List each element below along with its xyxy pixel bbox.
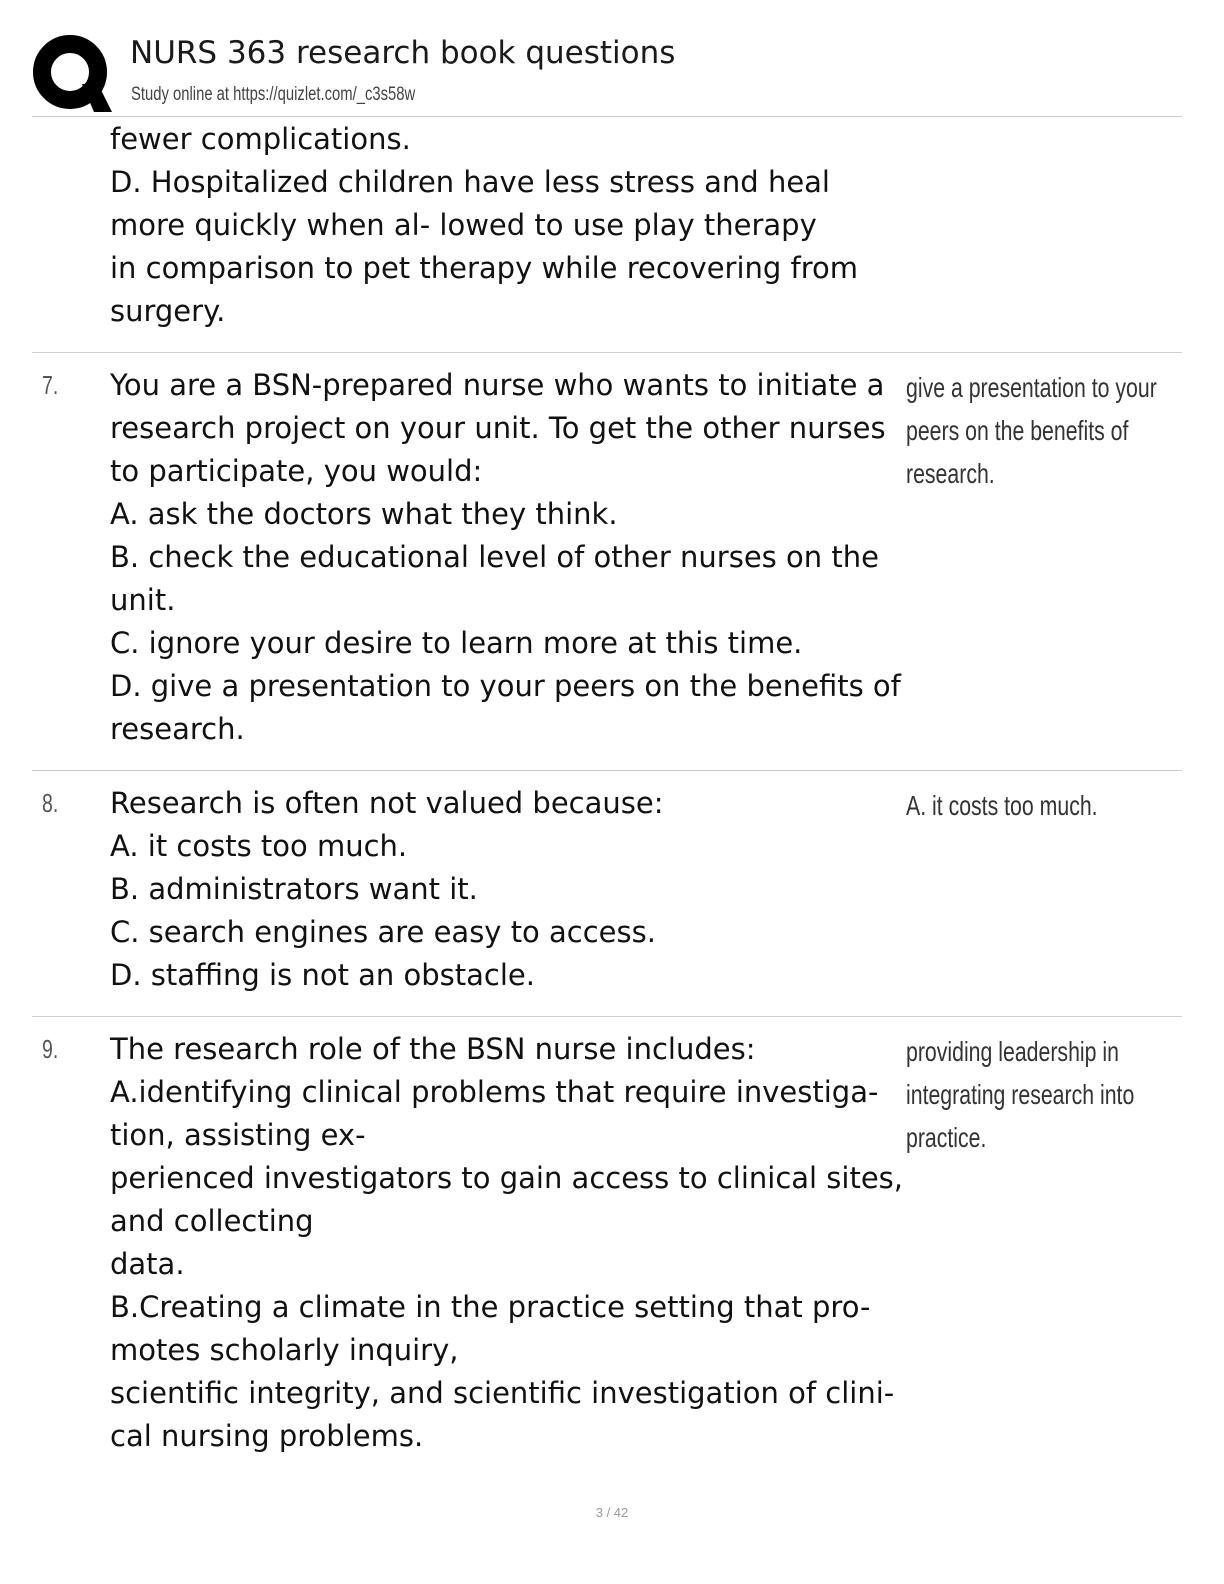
- question-text: [110, 782, 910, 997]
- question-8-card: [32, 782, 1182, 1012]
- answer-text: [906, 784, 1180, 827]
- text-line: C. ignore your desire to learn more at this time.: [110, 626, 803, 660]
- text-line: in comparison to pet therapy while recovering from: [110, 251, 859, 285]
- text-line: surgery.: [110, 294, 226, 328]
- answer-line: research.: [906, 458, 995, 489]
- text-line: A.identifying clinical problems that require investiga-: [110, 1075, 879, 1109]
- question-9-card: [32, 1028, 1182, 1468]
- question-number: 8.: [42, 788, 59, 818]
- text-line: B. administrators want it.: [110, 872, 478, 906]
- text-line: A. it costs too much.: [110, 829, 408, 863]
- answer-line: integrating research into: [906, 1079, 1135, 1110]
- study-online-link[interactable]: Study online at https://quizlet.com/_c3s58w: [131, 84, 416, 105]
- row-divider: [32, 770, 1182, 771]
- question-number: 7.: [42, 370, 59, 400]
- text-line: research.: [110, 712, 245, 746]
- text-line: B.Creating a climate in the practice setting that pro-: [110, 1290, 871, 1324]
- text-line: research project on your unit. To get the other nurses: [110, 411, 886, 445]
- text-line: B. check the educational level of other nurses on the: [110, 540, 879, 574]
- question-6-continuation: [32, 118, 1182, 338]
- text-line: motes scholarly inquiry,: [110, 1333, 459, 1367]
- text-line: D. staffing is not an obstacle.: [110, 958, 535, 992]
- answer-line: providing leadership in: [906, 1036, 1119, 1067]
- text-line: cal nursing problems.: [110, 1419, 424, 1453]
- text-line: data.: [110, 1247, 185, 1281]
- text-line: D. give a presentation to your peers on the benefits of: [110, 669, 901, 703]
- row-divider: [32, 1016, 1182, 1017]
- quizlet-logo-icon: [32, 34, 112, 114]
- header-divider: [32, 116, 1182, 117]
- answer-line: A. it costs too much.: [906, 790, 1098, 821]
- question-number: 9.: [42, 1034, 59, 1064]
- answer-text: [906, 1030, 1180, 1159]
- text-line: unit.: [110, 583, 176, 617]
- text-line: to participate, you would:: [110, 454, 483, 488]
- page-number: 3 / 42: [595, 1505, 629, 1520]
- page-header: [30, 30, 1182, 116]
- text-line: tion, assisting ex-: [110, 1118, 366, 1152]
- text-line: perienced investigators to gain access to clinical sites,: [110, 1161, 904, 1195]
- text-line: The research role of the BSN nurse includes:: [110, 1032, 756, 1066]
- document-title: NURS 363 research book questions: [130, 35, 676, 71]
- text-line: You are a BSN-prepared nurse who wants to initiate a: [110, 368, 885, 402]
- row-divider: [32, 352, 1182, 353]
- answer-line: practice.: [906, 1122, 987, 1153]
- text-line: fewer complications.: [110, 122, 411, 156]
- text-line: Research is often not valued because:: [110, 786, 664, 820]
- text-line: scientific integrity, and scientific investigation of clini-: [110, 1376, 895, 1410]
- continuation-text: [110, 118, 910, 333]
- question-text: [110, 1028, 910, 1458]
- text-line: C. search engines are easy to access.: [110, 915, 656, 949]
- answer-line: peers on the benefits of: [906, 415, 1129, 446]
- text-line: D. Hospitalized children have less stress and heal: [110, 165, 830, 199]
- answer-text: [906, 366, 1180, 495]
- question-text: [110, 364, 910, 751]
- text-line: more quickly when al- lowed to use play therapy: [110, 208, 817, 242]
- text-line: A. ask the doctors what they think.: [110, 497, 618, 531]
- text-line: and collecting: [110, 1204, 314, 1238]
- question-7-card: [32, 364, 1182, 764]
- answer-line: give a presentation to your: [906, 372, 1157, 403]
